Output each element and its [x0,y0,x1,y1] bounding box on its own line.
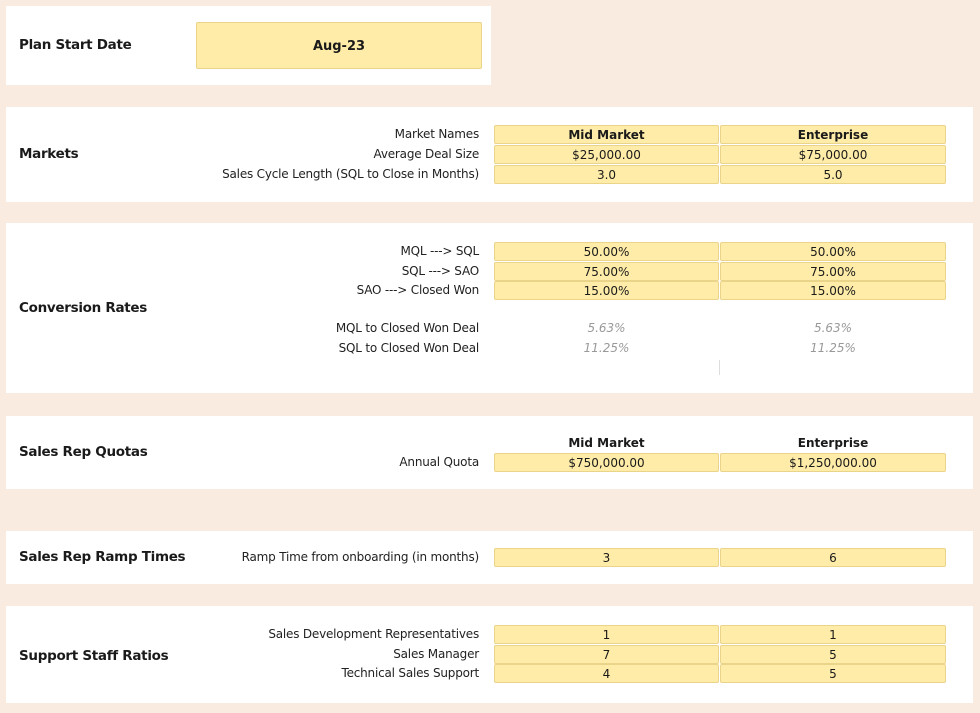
row-label: Sales Manager [393,647,479,661]
enterprise-value-cell[interactable]: 50.00% [720,242,946,261]
enterprise-value-cell[interactable]: 15.00% [720,281,946,300]
row-label: MQL ---> SQL [400,244,479,258]
row-label: Sales Cycle Length (SQL to Close in Months) [222,167,479,181]
support-staff-ratios-panel [6,606,973,703]
row-label: Technical Sales Support [341,666,479,680]
mid-market-value-cell: 11.25% [583,340,630,355]
mid-market-value-cell[interactable]: 4 [494,664,719,683]
section-title: Support Staff Ratios [19,648,169,664]
mid-market-value-cell[interactable]: $750,000.00 [494,453,719,472]
mid-market-value-cell[interactable]: 1 [494,625,719,644]
plan-start-panel [6,6,491,85]
mid-market-value-cell[interactable]: $25,000.00 [494,145,719,164]
enterprise-value-cell[interactable]: 5 [720,664,946,683]
row-label: Ramp Time from onboarding (in months) [241,550,479,564]
mid-market-value-cell[interactable]: 7 [494,645,719,664]
enterprise-value-cell[interactable]: 1 [720,625,946,644]
mid-market-value-cell: 5.63% [587,320,626,335]
enterprise-value-cell[interactable]: 6 [720,548,946,567]
plan-start-date-input[interactable]: Aug-23 [196,22,482,69]
enterprise-value-cell[interactable]: 5 [720,645,946,664]
mid-market-value-cell[interactable]: 75.00% [494,262,719,281]
column-divider [719,360,720,375]
mid-market-value-cell[interactable]: 3 [494,548,719,567]
row-label: Market Names [394,127,479,141]
row-label: MQL to Closed Won Deal [335,321,479,335]
mid-market-value-cell[interactable]: 50.00% [494,242,719,261]
row-label: SQL ---> SAO [401,264,479,278]
enterprise-value-cell: 11.25% [810,340,856,355]
row-label: Average Deal Size [373,147,479,161]
plan-start-label: Plan Start Date [19,37,132,53]
mid-market-value-cell[interactable]: Mid Market [494,125,719,144]
enterprise-value-cell[interactable]: Enterprise [720,125,946,144]
row-label: Sales Development Representatives [268,627,479,641]
enterprise-value-cell[interactable]: $1,250,000.00 [720,453,946,472]
row-label: SQL to Closed Won Deal [338,341,479,355]
mid-market-value-cell[interactable]: 15.00% [494,281,719,300]
mid-market-value-cell: Mid Market [568,435,645,450]
sales-rep-ramp-times-panel [6,531,973,584]
sales-rep-quotas-panel [6,416,973,489]
enterprise-value-cell: Enterprise [797,435,869,450]
section-title: Markets [19,146,79,162]
row-label: Annual Quota [399,455,479,469]
section-title: Sales Rep Ramp Times [19,549,186,565]
mid-market-value-cell[interactable]: 3.0 [494,165,719,184]
enterprise-value-cell[interactable]: 75.00% [720,262,946,281]
enterprise-value-cell: 5.63% [813,320,853,335]
section-title: Conversion Rates [19,300,148,316]
enterprise-value-cell[interactable]: $75,000.00 [720,145,946,164]
markets-panel [6,107,973,202]
conversion-rates-panel [6,223,973,393]
enterprise-value-cell[interactable]: 5.0 [720,165,946,184]
row-label: SAO ---> Closed Won [356,283,479,297]
section-title: Sales Rep Quotas [19,444,148,460]
